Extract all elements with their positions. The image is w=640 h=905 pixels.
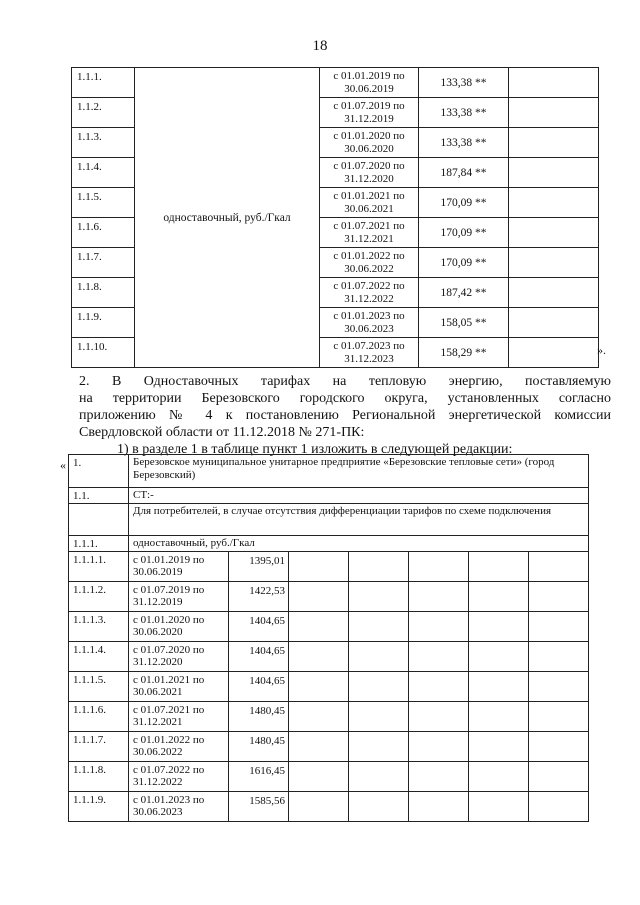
empty-cell: [289, 641, 349, 671]
row-value: 1404,65: [229, 671, 289, 701]
empty-cell: [529, 701, 589, 731]
empty-cell: [509, 128, 599, 158]
tariff-type-label: одноставочный, руб./Гкал: [129, 536, 589, 552]
table-row: [69, 641, 589, 671]
row-value: 1616,45: [229, 761, 289, 791]
row-price: 187,84 **: [419, 158, 509, 188]
row-value: 1404,65: [229, 641, 289, 671]
opening-quote: «: [60, 458, 66, 472]
empty-cell: [349, 611, 409, 641]
row-period: с 01.07.2023 по 31.12.2023: [320, 338, 419, 368]
empty-cell: [349, 671, 409, 701]
row-value: 1480,45: [229, 731, 289, 761]
empty-cell: [289, 551, 349, 581]
row-code: 1.1.2.: [72, 98, 135, 128]
row-period: с 01.07.2021 по 31.12.2021: [129, 701, 229, 731]
system-label: СТ:-: [129, 488, 589, 504]
empty-cell: [469, 671, 529, 701]
empty-cell: [469, 611, 529, 641]
empty-cell: [509, 248, 599, 278]
bottom-tariff-table: [68, 454, 589, 822]
row-price: 133,38 **: [419, 98, 509, 128]
empty-cell: [469, 641, 529, 671]
empty-cell: [509, 188, 599, 218]
row-code: 1.1.1.6.: [69, 701, 129, 731]
row-period: с 01.07.2022 по 31.12.2022: [129, 761, 229, 791]
row-code: 1.1.1.1.: [69, 551, 129, 581]
row-price: 170,09 **: [419, 218, 509, 248]
table-row: [69, 455, 589, 488]
table-row: [72, 68, 599, 98]
empty-cell: [349, 581, 409, 611]
row-code: 1.1.9.: [72, 308, 135, 338]
row-price: 133,38 **: [419, 128, 509, 158]
paragraph-line: Свердловской области от 11.12.2018 № 271-ПК:: [79, 425, 365, 440]
row-period: с 01.07.2019 по 31.12.2019: [129, 581, 229, 611]
row-code: 1.1.1.2.: [69, 581, 129, 611]
empty-cell: [349, 761, 409, 791]
row-value: 1422,53: [229, 581, 289, 611]
row-period: с 01.01.2020 по 30.06.2020: [320, 128, 419, 158]
table-row: [69, 671, 589, 701]
empty-cell: [409, 701, 469, 731]
empty-cell: [469, 761, 529, 791]
empty-cell: [469, 551, 529, 581]
row-price: 187,42 **: [419, 278, 509, 308]
tariff-type-label: одноставочный, руб./Гкал: [135, 68, 320, 368]
empty-cell: [529, 761, 589, 791]
row-code: 1.1.4.: [72, 158, 135, 188]
row-period: с 01.01.2022 по 30.06.2022: [320, 248, 419, 278]
empty-cell: [469, 791, 529, 821]
row-value: 1585,56: [229, 791, 289, 821]
empty-cell: [409, 791, 469, 821]
empty-cell: [509, 158, 599, 188]
row-period: с 01.01.2019 по 30.06.2019: [320, 68, 419, 98]
closing-quote: ».: [597, 343, 606, 357]
row-code: 1.1.7.: [72, 248, 135, 278]
empty-cell: [409, 761, 469, 791]
empty-cell: [69, 504, 129, 536]
empty-cell: [529, 611, 589, 641]
empty-cell: [409, 581, 469, 611]
empty-cell: [529, 641, 589, 671]
empty-cell: [469, 701, 529, 731]
row-value: 1395,01: [229, 551, 289, 581]
empty-cell: [349, 641, 409, 671]
top-tariff-table: [71, 67, 599, 368]
row-code: 1.1.1.4.: [69, 641, 129, 671]
row-period: с 01.07.2020 по 31.12.2020: [320, 158, 419, 188]
empty-cell: [409, 551, 469, 581]
empty-cell: [509, 218, 599, 248]
row-code: 1.: [69, 455, 129, 488]
empty-cell: [289, 791, 349, 821]
paragraph-subitem: 1) в разделе 1 в таблице пункт 1 изложить в следующей редакции:: [117, 442, 513, 457]
table-row: [69, 581, 589, 611]
organization-name: Березовское муниципальное унитарное предприятие «Березовские тепловые сети» (город Березовский): [129, 455, 589, 488]
row-period: с 01.01.2022 по 30.06.2022: [129, 731, 229, 761]
row-period: с 01.01.2023 по 30.06.2023: [129, 791, 229, 821]
table-row: [69, 504, 589, 536]
empty-cell: [349, 791, 409, 821]
row-period: с 01.07.2019 по 31.12.2019: [320, 98, 419, 128]
row-value: 1404,65: [229, 611, 289, 641]
table-row: [69, 551, 589, 581]
row-period: с 01.01.2023 по 30.06.2023: [320, 308, 419, 338]
empty-cell: [409, 641, 469, 671]
table-row: [69, 536, 589, 552]
row-code: 1.1.1.9.: [69, 791, 129, 821]
table-row: [69, 731, 589, 761]
row-value: 1480,45: [229, 701, 289, 731]
row-price: 158,05 **: [419, 308, 509, 338]
table-row: [69, 791, 589, 821]
empty-cell: [349, 551, 409, 581]
empty-cell: [349, 731, 409, 761]
row-price: 170,09 **: [419, 248, 509, 278]
empty-cell: [409, 731, 469, 761]
row-price: 170,09 **: [419, 188, 509, 218]
row-code: 1.1.5.: [72, 188, 135, 218]
empty-cell: [529, 731, 589, 761]
paragraph-line: 2. В Одноставочных тарифах на тепловую энергию, поставляемую: [79, 374, 611, 389]
row-price: 133,38 **: [419, 68, 509, 98]
row-code: 1.1.1.: [69, 536, 129, 552]
row-code: 1.1.1.5.: [69, 671, 129, 701]
table-row: [69, 611, 589, 641]
row-code: 1.1.: [69, 488, 129, 504]
row-period: с 01.07.2021 по 31.12.2021: [320, 218, 419, 248]
empty-cell: [469, 731, 529, 761]
row-period: с 01.07.2022 по 31.12.2022: [320, 278, 419, 308]
row-code: 1.1.1.: [72, 68, 135, 98]
row-code: 1.1.1.8.: [69, 761, 129, 791]
empty-cell: [289, 701, 349, 731]
paragraph-line: приложению № 4 к постановлению Региональной энергетической комиссии: [79, 408, 611, 423]
empty-cell: [529, 581, 589, 611]
empty-cell: [349, 701, 409, 731]
row-code: 1.1.10.: [72, 338, 135, 368]
empty-cell: [469, 581, 529, 611]
empty-cell: [289, 761, 349, 791]
empty-cell: [289, 611, 349, 641]
empty-cell: [409, 671, 469, 701]
row-price: 158,29 **: [419, 338, 509, 368]
row-code: 1.1.3.: [72, 128, 135, 158]
table-row: [69, 488, 589, 504]
row-period: с 01.07.2020 по 31.12.2020: [129, 641, 229, 671]
empty-cell: [509, 308, 599, 338]
empty-cell: [529, 671, 589, 701]
empty-cell: [289, 581, 349, 611]
empty-cell: [529, 551, 589, 581]
table-row: [69, 761, 589, 791]
row-period: с 01.01.2021 по 30.06.2021: [129, 671, 229, 701]
row-code: 1.1.8.: [72, 278, 135, 308]
row-period: с 01.01.2020 по 30.06.2020: [129, 611, 229, 641]
row-period: с 01.01.2019 по 30.06.2019: [129, 551, 229, 581]
table-row: [69, 701, 589, 731]
row-code: 1.1.1.3.: [69, 611, 129, 641]
empty-cell: [509, 98, 599, 128]
empty-cell: [529, 791, 589, 821]
row-code: 1.1.6.: [72, 218, 135, 248]
row-period: с 01.01.2021 по 30.06.2021: [320, 188, 419, 218]
empty-cell: [509, 68, 599, 98]
paragraph-line: на территории Березовского городского округа, установленных согласно: [79, 391, 611, 406]
empty-cell: [289, 731, 349, 761]
empty-cell: [509, 338, 599, 368]
consumer-note: Для потребителей, в случае отсутствия дифференциации тарифов по схеме подключения: [129, 504, 589, 536]
row-code: 1.1.1.7.: [69, 731, 129, 761]
empty-cell: [289, 671, 349, 701]
empty-cell: [509, 278, 599, 308]
empty-cell: [409, 611, 469, 641]
page-number: 18: [312, 38, 328, 54]
